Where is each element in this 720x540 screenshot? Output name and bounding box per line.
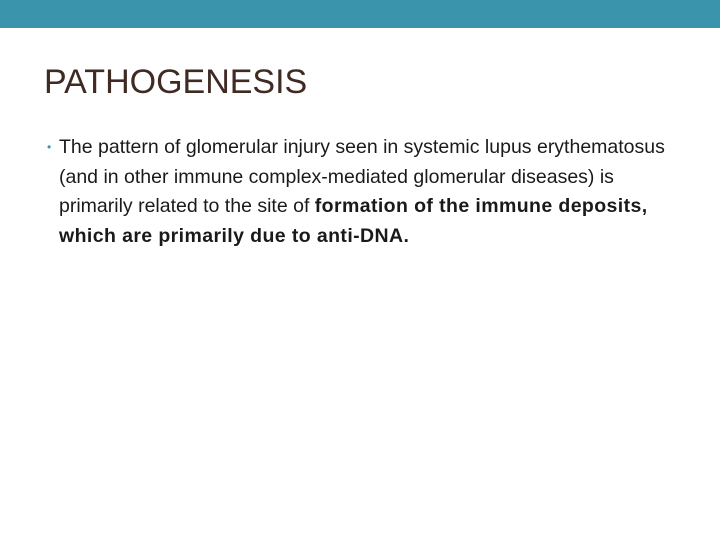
bullet-icon: • (47, 140, 52, 154)
bullet-text-bold: formation of the immune deposits, which are primarily due to anti-DNA. (59, 195, 648, 247)
slide-body (47, 133, 687, 251)
slide-title: PATHOGENESIS (44, 63, 308, 101)
top-accent-bar (0, 0, 720, 28)
bullet-text-normal: The pattern of glomerular injury seen in systemic lupus erythematosus (and in other immune complex-mediated glomerular diseases) is primarily related to the site of (59, 136, 665, 217)
bullet-item (47, 133, 687, 251)
